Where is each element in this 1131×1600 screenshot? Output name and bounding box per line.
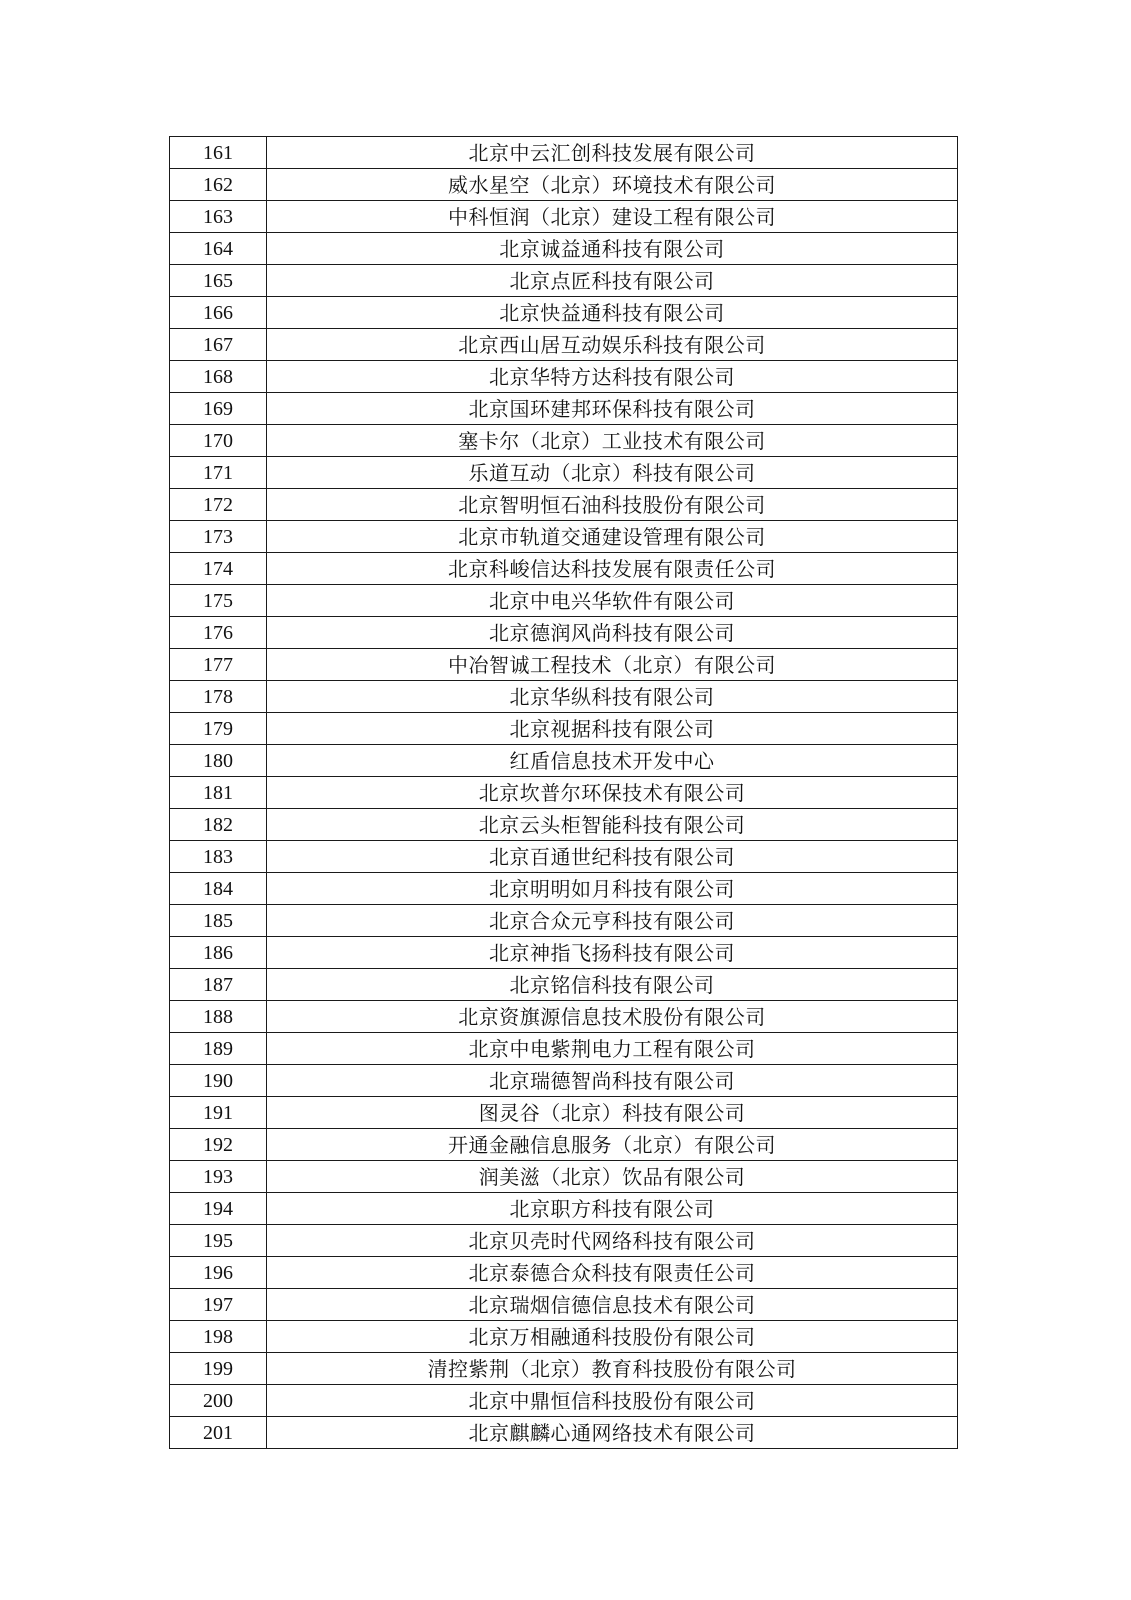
row-number: 200 xyxy=(170,1385,267,1417)
table-row xyxy=(170,777,958,809)
company-name: 北京诚益通科技有限公司 xyxy=(267,233,958,265)
table-row xyxy=(170,1353,958,1385)
row-number: 190 xyxy=(170,1065,267,1097)
table-row xyxy=(170,521,958,553)
row-number: 163 xyxy=(170,201,267,233)
row-number: 179 xyxy=(170,713,267,745)
row-number: 171 xyxy=(170,457,267,489)
row-number: 169 xyxy=(170,393,267,425)
table-row xyxy=(170,457,958,489)
company-name: 乐道互动（北京）科技有限公司 xyxy=(267,457,958,489)
row-number: 183 xyxy=(170,841,267,873)
company-name: 北京泰德合众科技有限责任公司 xyxy=(267,1257,958,1289)
row-number: 175 xyxy=(170,585,267,617)
row-number: 191 xyxy=(170,1097,267,1129)
company-name: 北京合众元亨科技有限公司 xyxy=(267,905,958,937)
company-name: 北京西山居互动娱乐科技有限公司 xyxy=(267,329,958,361)
table-row xyxy=(170,553,958,585)
company-name: 北京瑞德智尚科技有限公司 xyxy=(267,1065,958,1097)
company-name: 中科恒润（北京）建设工程有限公司 xyxy=(267,201,958,233)
company-list-body xyxy=(170,137,958,1449)
company-name: 北京职方科技有限公司 xyxy=(267,1193,958,1225)
row-number: 194 xyxy=(170,1193,267,1225)
table-row xyxy=(170,713,958,745)
row-number: 178 xyxy=(170,681,267,713)
row-number: 193 xyxy=(170,1161,267,1193)
table-row xyxy=(170,1417,958,1449)
row-number: 186 xyxy=(170,937,267,969)
table-row xyxy=(170,873,958,905)
row-number: 198 xyxy=(170,1321,267,1353)
table-row xyxy=(170,1097,958,1129)
table-row xyxy=(170,137,958,169)
row-number: 197 xyxy=(170,1289,267,1321)
row-number: 181 xyxy=(170,777,267,809)
table-row xyxy=(170,681,958,713)
table-row xyxy=(170,617,958,649)
company-name: 北京贝壳时代网络科技有限公司 xyxy=(267,1225,958,1257)
company-name: 中冶智诚工程技术（北京）有限公司 xyxy=(267,649,958,681)
table-row xyxy=(170,969,958,1001)
row-number: 167 xyxy=(170,329,267,361)
row-number: 185 xyxy=(170,905,267,937)
table-row xyxy=(170,841,958,873)
table-row xyxy=(170,361,958,393)
row-number: 170 xyxy=(170,425,267,457)
row-number: 172 xyxy=(170,489,267,521)
row-number: 184 xyxy=(170,873,267,905)
table-row xyxy=(170,1065,958,1097)
company-name: 北京德润风尚科技有限公司 xyxy=(267,617,958,649)
company-name: 北京科峻信达科技发展有限责任公司 xyxy=(267,553,958,585)
row-number: 165 xyxy=(170,265,267,297)
company-name: 北京铭信科技有限公司 xyxy=(267,969,958,1001)
company-name: 北京坎普尔环保技术有限公司 xyxy=(267,777,958,809)
table-row xyxy=(170,1033,958,1065)
company-name: 润美滋（北京）饮品有限公司 xyxy=(267,1161,958,1193)
table-row xyxy=(170,1193,958,1225)
company-name: 北京资旗源信息技术股份有限公司 xyxy=(267,1001,958,1033)
company-name: 北京明明如月科技有限公司 xyxy=(267,873,958,905)
company-name: 北京瑞烟信德信息技术有限公司 xyxy=(267,1289,958,1321)
company-name: 图灵谷（北京）科技有限公司 xyxy=(267,1097,958,1129)
company-list-table xyxy=(169,136,958,1449)
company-name: 北京万相融通科技股份有限公司 xyxy=(267,1321,958,1353)
company-name: 北京视据科技有限公司 xyxy=(267,713,958,745)
row-number: 166 xyxy=(170,297,267,329)
row-number: 189 xyxy=(170,1033,267,1065)
table-row xyxy=(170,1001,958,1033)
table-row xyxy=(170,425,958,457)
row-number: 164 xyxy=(170,233,267,265)
company-name: 北京云头柜智能科技有限公司 xyxy=(267,809,958,841)
company-name: 北京华纵科技有限公司 xyxy=(267,681,958,713)
company-name: 北京快益通科技有限公司 xyxy=(267,297,958,329)
table-row xyxy=(170,809,958,841)
company-name: 开通金融信息服务（北京）有限公司 xyxy=(267,1129,958,1161)
company-name: 北京中鼎恒信科技股份有限公司 xyxy=(267,1385,958,1417)
table-row xyxy=(170,265,958,297)
table-row xyxy=(170,1321,958,1353)
company-name: 北京中云汇创科技发展有限公司 xyxy=(267,137,958,169)
row-number: 182 xyxy=(170,809,267,841)
row-number: 201 xyxy=(170,1417,267,1449)
table-row xyxy=(170,489,958,521)
table-row xyxy=(170,1257,958,1289)
row-number: 176 xyxy=(170,617,267,649)
company-name: 塞卡尔（北京）工业技术有限公司 xyxy=(267,425,958,457)
company-name: 北京市轨道交通建设管理有限公司 xyxy=(267,521,958,553)
company-name: 北京神指飞扬科技有限公司 xyxy=(267,937,958,969)
row-number: 168 xyxy=(170,361,267,393)
row-number: 174 xyxy=(170,553,267,585)
company-name: 北京智明恒石油科技股份有限公司 xyxy=(267,489,958,521)
table-row xyxy=(170,1289,958,1321)
table-row xyxy=(170,169,958,201)
row-number: 192 xyxy=(170,1129,267,1161)
table-row xyxy=(170,905,958,937)
row-number: 195 xyxy=(170,1225,267,1257)
row-number: 180 xyxy=(170,745,267,777)
table-row xyxy=(170,585,958,617)
row-number: 161 xyxy=(170,137,267,169)
table-row xyxy=(170,201,958,233)
company-name: 威水星空（北京）环境技术有限公司 xyxy=(267,169,958,201)
table-row xyxy=(170,745,958,777)
table-row xyxy=(170,233,958,265)
row-number: 173 xyxy=(170,521,267,553)
table-row xyxy=(170,1385,958,1417)
table-row xyxy=(170,649,958,681)
company-name: 北京中电兴华软件有限公司 xyxy=(267,585,958,617)
row-number: 199 xyxy=(170,1353,267,1385)
company-name: 北京点匠科技有限公司 xyxy=(267,265,958,297)
table-row xyxy=(170,297,958,329)
row-number: 187 xyxy=(170,969,267,1001)
company-name: 北京中电紫荆电力工程有限公司 xyxy=(267,1033,958,1065)
table-row xyxy=(170,393,958,425)
table-row xyxy=(170,1129,958,1161)
row-number: 177 xyxy=(170,649,267,681)
table-row xyxy=(170,1161,958,1193)
row-number: 196 xyxy=(170,1257,267,1289)
table-row xyxy=(170,937,958,969)
table-row xyxy=(170,329,958,361)
table-row xyxy=(170,1225,958,1257)
company-name: 清控紫荆（北京）教育科技股份有限公司 xyxy=(267,1353,958,1385)
company-name: 红盾信息技术开发中心 xyxy=(267,745,958,777)
row-number: 188 xyxy=(170,1001,267,1033)
company-name: 北京国环建邦环保科技有限公司 xyxy=(267,393,958,425)
company-name: 北京百通世纪科技有限公司 xyxy=(267,841,958,873)
company-name: 北京麒麟心通网络技术有限公司 xyxy=(267,1417,958,1449)
row-number: 162 xyxy=(170,169,267,201)
company-name: 北京华特方达科技有限公司 xyxy=(267,361,958,393)
